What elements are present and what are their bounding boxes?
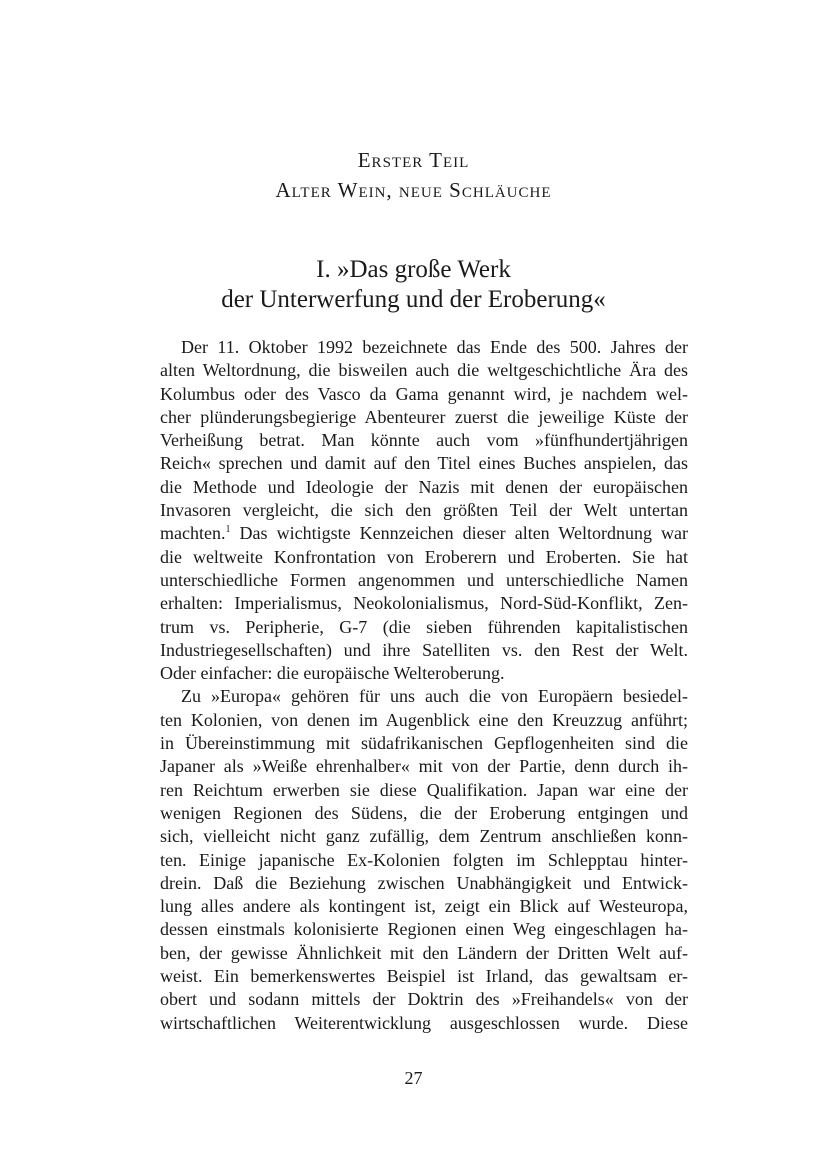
text-line: Japaner als »Weiße ehrenhalber« mit von der Partie, denn durch ih- bbox=[160, 756, 688, 777]
text-line: cher plünderungsbegierige Abenteurer zuerst die jeweilige Küste der bbox=[160, 406, 688, 427]
text-line: sich, vielleicht nicht ganz zufällig, dem Zentrum anschließen konn- bbox=[160, 826, 688, 847]
text-line: Verheißung betrat. Man könnte auch vom »fünfhundertjährigen bbox=[160, 430, 688, 451]
text-line: Kolumbus oder des Vasco da Gama genannt wird, je nachdem wel- bbox=[160, 383, 688, 404]
text-line: erhalten: Imperialismus, Neokolonialismus, Nord-Süd-Konflikt, Zen- bbox=[160, 593, 688, 614]
text-segment: machten. bbox=[160, 523, 226, 544]
part-heading-line-1: Erster Teil bbox=[357, 148, 470, 172]
text-line: weist. Ein bemerkenswertes Beispiel ist Irland, das gewaltsam er- bbox=[160, 966, 688, 987]
text-line: ten Kolonien, von denen im Augenblick eine den Kreuzzug anführt; bbox=[160, 709, 688, 730]
text-line: die Methode und Ideologie der Nazis mit denen der europäischen bbox=[160, 476, 688, 497]
text-line: ten. Einige japanische Ex-Kolonien folgten im Schlepptau hinter- bbox=[160, 849, 688, 870]
text-line: Industriegesellschaften) und ihre Satelliten vs. den Rest der Welt. bbox=[160, 639, 688, 660]
text-line: ben, der gewisse Ähnlichkeit mit den Ländern der Dritten Welt auf- bbox=[160, 942, 688, 963]
body-text bbox=[160, 336, 688, 1035]
text-line: alten Weltordnung, die bisweilen auch die weltgeschichtliche Ära des bbox=[160, 360, 688, 381]
footnote-reference[interactable]: 1 bbox=[225, 524, 231, 536]
text-line: lung alles andere als kontingent ist, zeigt ein Blick auf Westeuropa, bbox=[160, 896, 688, 917]
page-number: 27 bbox=[404, 1068, 423, 1088]
text-line: wirtschaftlichen Weiterentwicklung ausgeschlossen wurde. Diese bbox=[160, 1012, 688, 1033]
part-heading-line-2: Alter Wein, neue Schläuche bbox=[275, 178, 552, 202]
text-line: dessen einstmals kolonisierte Regionen einen Weg eingeschlagen ha- bbox=[160, 919, 688, 940]
text-line: Reich« sprechen und damit auf den Titel eines Buches anspielen, das bbox=[160, 453, 688, 474]
text-line: wenigen Regionen des Südens, die der Eroberung entgingen und bbox=[160, 802, 688, 823]
text-line: Oder einfacher: die europäische Welteroberung. bbox=[160, 663, 505, 684]
text-line: drein. Daß die Beziehung zwischen Unabhängigkeit und Entwick- bbox=[160, 872, 688, 893]
text-line: ren Reichtum erwerben sie diese Qualifikation. Japan war eine der bbox=[160, 779, 688, 800]
text-line: Zu »Europa« gehören für uns auch die von Europäern besiedel- bbox=[181, 686, 688, 707]
text-segment: Das wichtigste Kennzeichen dieser alten Weltordnung war bbox=[230, 523, 688, 544]
chapter-title-line-1: I. »Das große Werk bbox=[316, 256, 511, 283]
text-line: Der 11. Oktober 1992 bezeichnete das Ende des 500. Jahres der bbox=[181, 337, 688, 357]
chapter-title-line-2: der Unterwerfung und der Eroberung« bbox=[221, 286, 606, 313]
text-line: unterschiedliche Formen angenommen und unterschiedliche Namen bbox=[160, 569, 688, 590]
text-line: trum vs. Peripherie, G-7 (die sieben führenden kapitalistischen bbox=[160, 616, 688, 637]
text-line: die weltweite Konfrontation von Eroberern und Eroberten. Sie hat bbox=[160, 546, 688, 567]
text-line: Invasoren vergleicht, die sich den größten Teil der Welt untertan bbox=[160, 500, 688, 521]
text-line: obert und sodann mittels der Doktrin des »Freihandels« von der bbox=[160, 989, 688, 1010]
text-line-with-footnote bbox=[160, 522, 688, 545]
text-line: in Übereinstimmung mit südafrikanischen Gepflogenheiten sind die bbox=[160, 733, 688, 754]
